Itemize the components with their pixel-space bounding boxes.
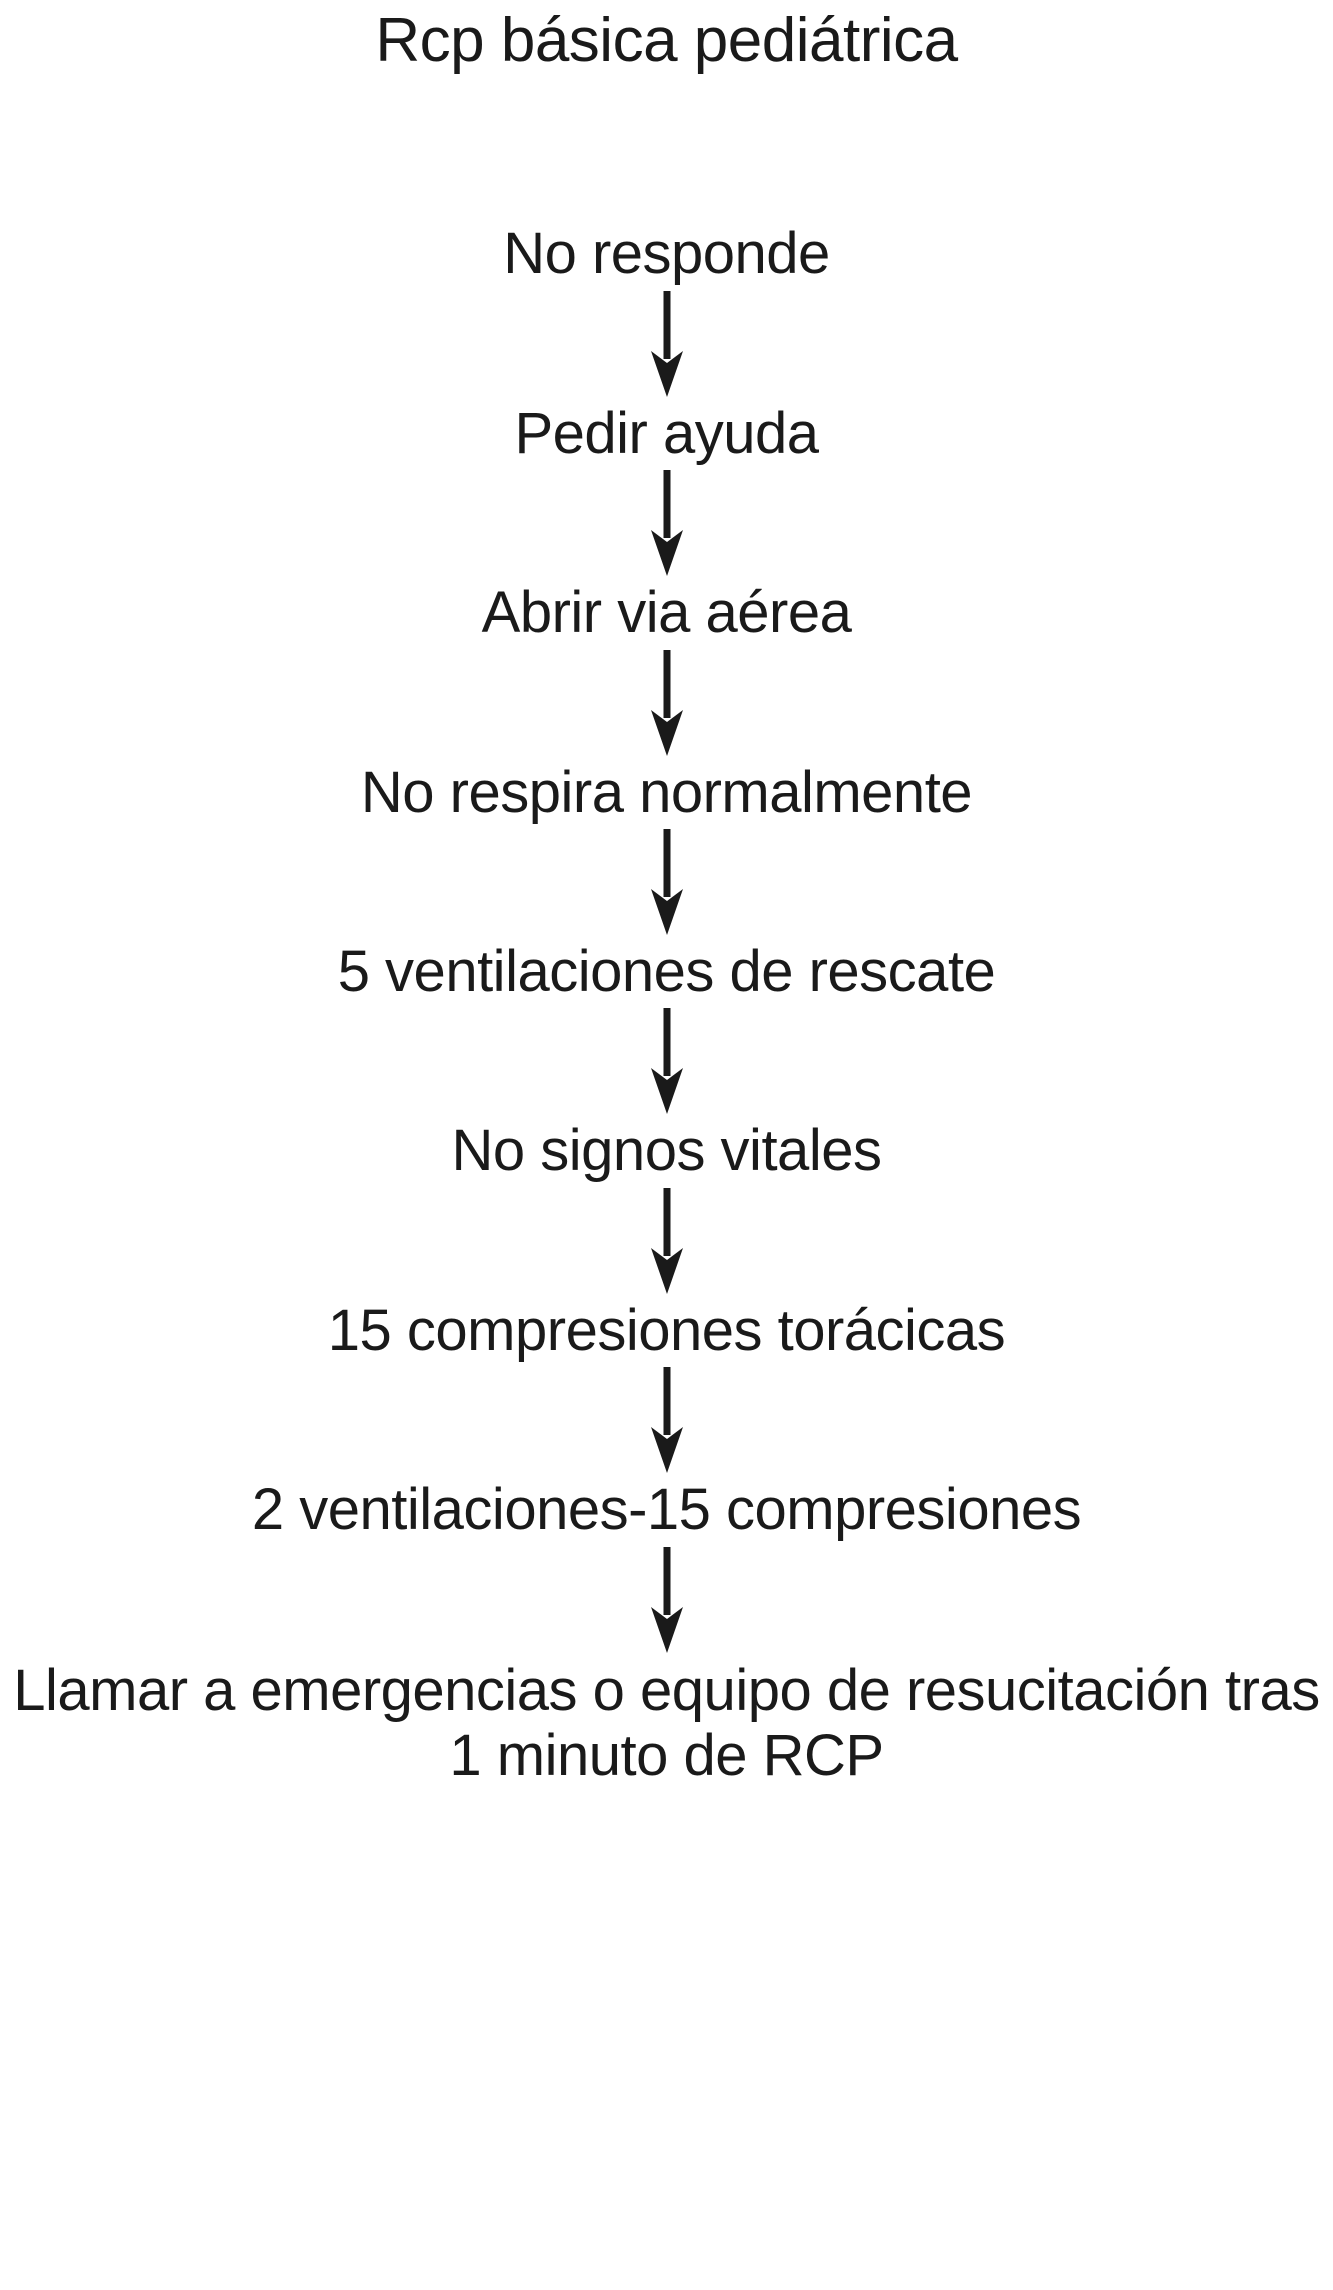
- down-arrow-icon: [647, 1541, 687, 1659]
- flow-step-6: No signos vitales: [451, 1118, 882, 1184]
- flow-step-1: No responde: [503, 221, 830, 287]
- flow-step-7: 15 compresiones torácicas: [327, 1297, 1006, 1363]
- down-arrow-icon: [647, 1002, 687, 1120]
- down-arrow-icon: [647, 1182, 687, 1300]
- flow-step-3: Abrir via aérea: [481, 580, 852, 646]
- down-arrow-icon: [647, 823, 687, 941]
- flow-step-2: Pedir ayuda: [514, 400, 819, 466]
- down-arrow-icon: [647, 464, 687, 582]
- flow-step-8: 2 ventilaciones-15 compresiones: [251, 1477, 1082, 1543]
- flow-step-9: Llamar a emergencias o equipo de resucitación tras 1 minuto de RCP: [13, 1657, 1320, 1788]
- flow-step-4: No respira normalmente: [360, 759, 973, 825]
- page-title: Rcp básica pediátrica: [375, 6, 958, 75]
- down-arrow-icon: [647, 1361, 687, 1479]
- flow-step-5: 5 ventilaciones de rescate: [337, 938, 996, 1004]
- down-arrow-icon: [647, 285, 687, 403]
- down-arrow-icon: [647, 644, 687, 762]
